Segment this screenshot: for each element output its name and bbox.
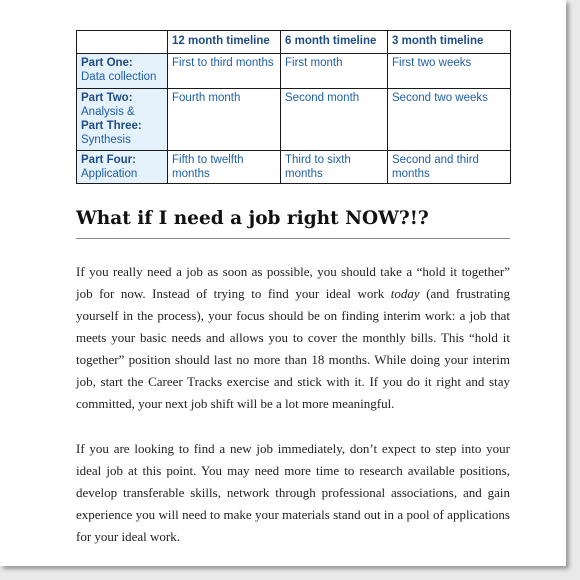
paragraph-text: If you really need a job as soon as possible, you should take a “hold it together” job for now. Instead of trying to find your ideal work <box>76 264 510 301</box>
part-description: Data collection <box>81 71 157 83</box>
header-3-month: 3 month timeline <box>388 31 511 54</box>
part-description: Analysis & <box>81 106 135 118</box>
table-row <box>77 54 511 89</box>
paragraph-text: (and frustrating yourself in the process), your focus should be on finding interim work: a job that meets your basic needs and allows you to cover the monthly bills. This “hold it together” position should last no more than 18 months. While doing your interim job, start the Career Tracks exercise and stick with it. If you do it right and stay committed, your next job shift will be a lot more meaningful. <box>76 286 510 411</box>
cell-6-month: Third to sixth months <box>281 151 388 184</box>
table-corner-cell <box>77 31 168 54</box>
cell-3-month: Second and third months <box>388 151 511 184</box>
section-heading: What if I need a job right NOW?!? <box>76 208 510 239</box>
table-row <box>77 89 511 151</box>
body-paragraph: If you are looking to find a new job immediately, don’t expect to step into your ideal job at this point. You may need more time to research available positions, develop transferable skills, network through professional associations, and gain experience you will need to make your materials stand out in a pool of applications for your ideal work. <box>76 441 510 544</box>
cell-6-month: First month <box>281 54 388 89</box>
timeline-table <box>76 30 511 184</box>
cell-12-month: First to third months <box>168 54 281 89</box>
cell-12-month: Fourth month <box>168 89 281 151</box>
part-description: Synthesis <box>81 134 131 146</box>
row-head-part-two-three <box>77 89 168 151</box>
part-label: Part One: <box>81 57 133 69</box>
row-head-part-four <box>77 151 168 184</box>
cell-12-month: Fifth to twelfth months <box>168 151 281 184</box>
part-label: Part Two: <box>81 92 133 104</box>
header-6-month: 6 month timeline <box>281 31 388 54</box>
cell-3-month: Second two weeks <box>388 89 511 151</box>
table-row <box>77 151 511 184</box>
row-head-part-one <box>77 54 168 89</box>
emphasized-word: today <box>390 286 420 301</box>
header-12-month: 12 month timeline <box>168 31 281 54</box>
part-label: Part Four: <box>81 154 136 166</box>
table-header-row <box>77 31 511 54</box>
part-description: Application <box>81 168 138 180</box>
cell-6-month: Second month <box>281 89 388 151</box>
body-paragraph <box>76 261 510 415</box>
part-label: Part Three: <box>81 120 142 132</box>
cell-3-month: First two weeks <box>388 54 511 89</box>
